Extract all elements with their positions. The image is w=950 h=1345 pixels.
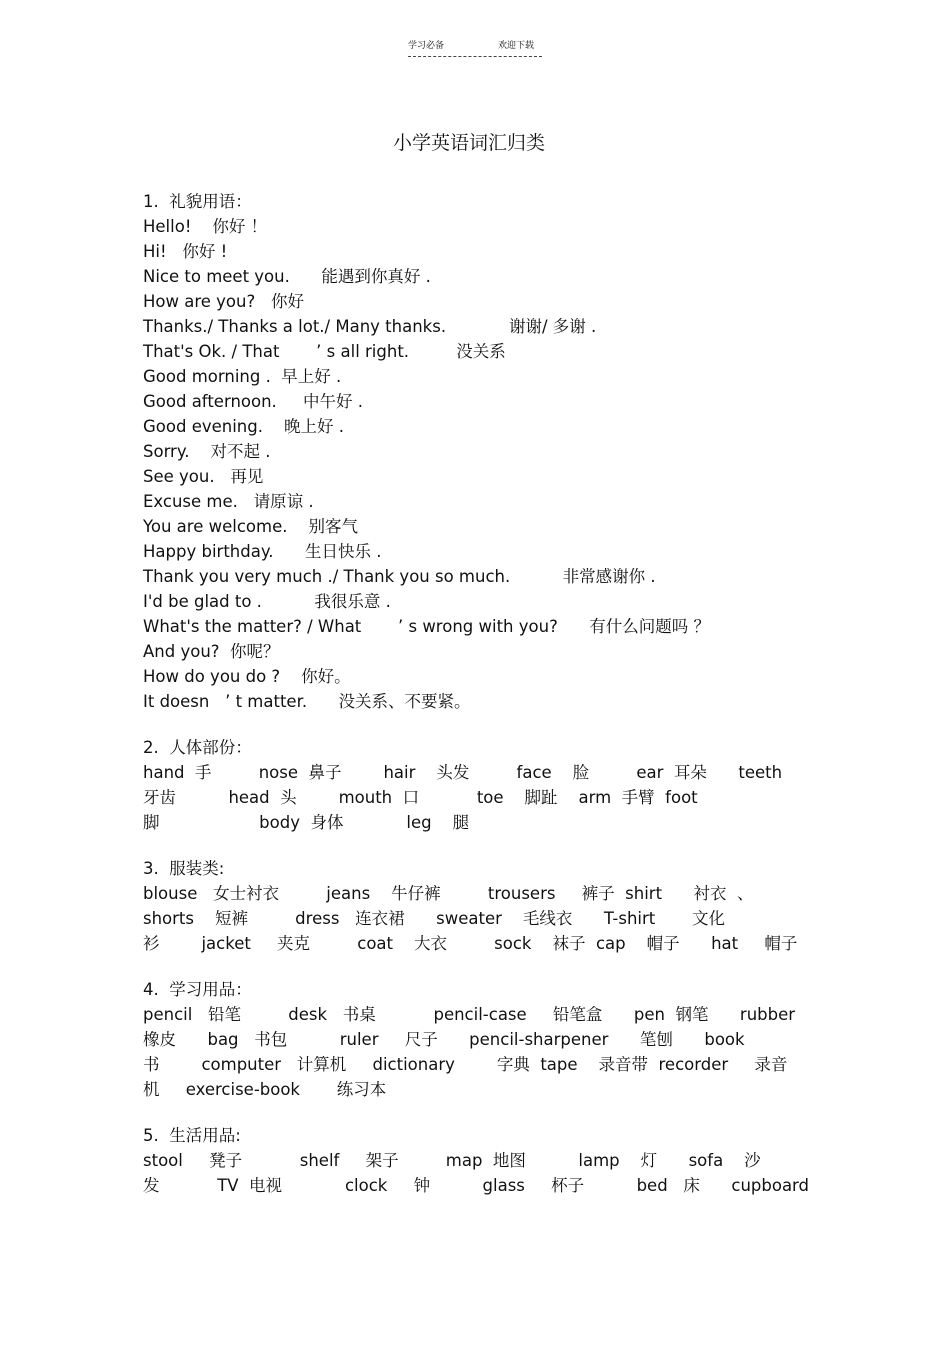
text-line: stool 凳子 shelf 架子 map 地图 lamp 灯 sofa 沙: [143, 1151, 761, 1170]
text-line: You are welcome. 别客气: [143, 517, 358, 536]
text-line: Good afternoon. 中午好 .: [143, 392, 364, 411]
page-header: [408, 38, 542, 57]
text-line: I'd be glad to . 我很乐意 .: [143, 592, 391, 611]
text-line: 衫 jacket 夹克 coat 大衣 sock 袜子 cap 帽子 hat 帽子: [143, 934, 798, 953]
text-line: 牙齿 head 头 mouth 口 toe 脚趾 arm 手臂 foot: [143, 788, 698, 807]
text-line: It doesn ’ t matter. 没关系、不要紧。: [143, 692, 471, 711]
text-line: 机 exercise-book 练习本: [143, 1080, 387, 1099]
section-heading: 4. 学习用品：: [143, 980, 252, 999]
text-line: 橡皮 bag 书包 ruler 尺子 pencil-sharpener 笔刨 book: [143, 1030, 745, 1049]
text-line: pencil 铅笔 desk 书桌 pencil-case 铅笔盒 pen 钢笔 rubber: [143, 1005, 796, 1024]
section-daily-items: [143, 1123, 843, 1198]
section-heading: 1. 礼貌用语：: [143, 192, 252, 211]
section-clothing: [143, 856, 843, 956]
document-body: [143, 189, 843, 1219]
section-heading: 5. 生活用品:: [143, 1126, 241, 1145]
section-body-parts: [143, 735, 843, 835]
section-polite-phrases: [143, 189, 843, 714]
text-line: Good evening. 晚上好 .: [143, 417, 344, 436]
text-line: Happy birthday. 生日快乐 .: [143, 542, 382, 561]
text-line: blouse 女士衬衣 jeans 牛仔裤 trousers 裤子 shirt 衬衣 、: [143, 884, 754, 903]
text-line: 书 computer 计算机 dictionary 字典 tape 录音带 recorder 录音: [143, 1055, 788, 1074]
section-heading: 2. 人体部份：: [143, 738, 252, 757]
text-line: Nice to meet you. 能遇到你真好 .: [143, 267, 431, 286]
text-line: Hi! 你好 !: [143, 242, 228, 261]
header-left-text: 学习必备: [408, 41, 445, 51]
text-line: See you. 再见: [143, 467, 264, 486]
text-line: Sorry. 对不起 .: [143, 442, 271, 461]
text-line: That's Ok. / That ’ s all right. 没关系: [143, 342, 506, 361]
section-school-supplies: [143, 977, 843, 1102]
text-line: Excuse me. 请原谅 .: [143, 492, 314, 511]
text-line: Good morning . 早上好 .: [143, 367, 342, 386]
text-line: 发 TV 电视 clock 钟 glass 杯子 bed 床 cupboard: [143, 1176, 810, 1195]
text-line: 脚 body 身体 leg 腿: [143, 813, 470, 832]
text-line: What's the matter? / What ’ s wrong with you? 有什么问题吗 ？: [143, 617, 711, 636]
text-line: hand 手 nose 鼻子 hair 头发 face 脸 ear 耳朵 teeth: [143, 763, 783, 782]
text-line: Hello! 你好 ！: [143, 217, 268, 236]
header-right-text: 欢迎下载: [498, 41, 535, 51]
text-line: And you? 你呢？: [143, 642, 280, 661]
document-title: 小学英语词汇归类: [392, 132, 545, 154]
section-heading: 3. 服装类:: [143, 859, 225, 878]
text-line: Thanks./ Thanks a lot./ Many thanks. 谢谢/ 多谢 .: [143, 317, 597, 336]
text-line: How are you? 你好: [143, 292, 304, 311]
text-line: shorts 短裤 dress 连衣裙 sweater 毛线衣 T-shirt 文化: [143, 909, 725, 928]
text-line: Thank you very much ./ Thank you so much. 非常感谢你 .: [143, 567, 656, 586]
text-line: How do you do ? 你好。: [143, 667, 351, 686]
